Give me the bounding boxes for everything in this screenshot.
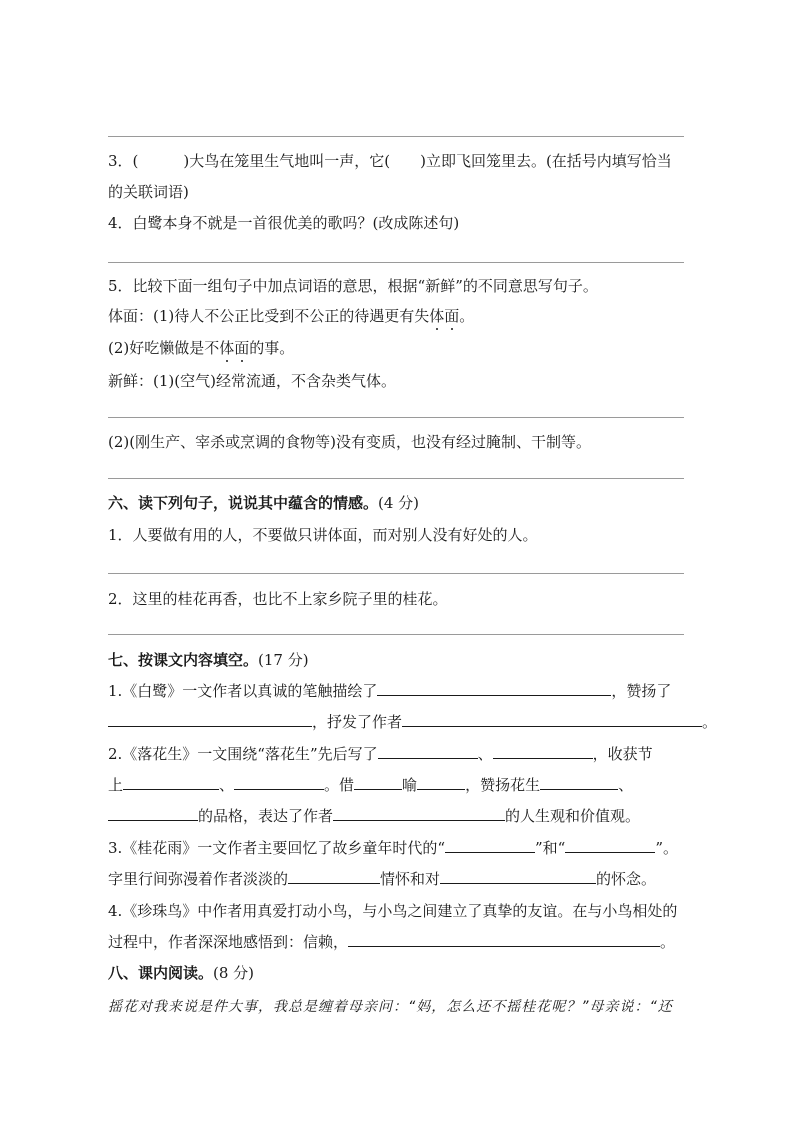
text: 情怀和对 — [380, 870, 441, 888]
text: 喻 — [402, 776, 418, 794]
text: ，收获节 — [592, 745, 653, 763]
fill-blank[interactable] — [108, 712, 312, 727]
section-6-q1: 1．人要做有用的人，不要做只讲体面，而对别人没有好处的人。 — [108, 526, 538, 544]
q5-text: 5．比较下面一组句子中加点词语的意思，根据“新鲜”的不同意思写句子。 — [108, 277, 598, 295]
text: 的怀念。 — [596, 870, 657, 888]
points: (4 分) — [378, 494, 420, 512]
points: (8 分) — [213, 964, 255, 982]
fill-blank[interactable] — [348, 932, 660, 947]
s7-line-7 — [108, 869, 656, 889]
section-7-heading — [108, 650, 309, 670]
text: ，抒发了作者 — [312, 713, 403, 731]
fill-blank[interactable] — [565, 838, 655, 853]
text: 。借 — [324, 776, 355, 794]
sentence-text: 体面：(1)待人不公正比受到不公正的待遇更有失 — [108, 307, 430, 325]
answer-line — [108, 478, 684, 479]
fill-blank[interactable] — [440, 869, 596, 884]
q3-text: 3．( )大鸟在笼里生气地叫一声，它( )立即飞回笼里去。(在括号内填写恰当 — [108, 152, 672, 170]
s7-line-4 — [108, 775, 633, 795]
dotted-char: 体 — [219, 339, 235, 357]
xinxian-sentence-2: (2)(刚生产、宰杀或烹调的食物等)没有变质，也没有经过腌制、干制等。 — [108, 433, 591, 451]
fill-blank[interactable] — [234, 775, 324, 790]
heading-text: 七、按课文内容填空。 — [108, 651, 259, 669]
fill-blank[interactable] — [354, 775, 402, 790]
answer-line — [108, 262, 684, 263]
dotted-char: 面 — [234, 339, 250, 357]
fill-blank[interactable] — [333, 806, 505, 821]
text: 上 — [108, 776, 124, 794]
heading-text: 八、课内阅读。 — [108, 964, 214, 982]
fill-blank[interactable] — [493, 744, 593, 759]
fill-blank[interactable] — [288, 869, 380, 884]
text: 的人生观和价值观。 — [505, 807, 641, 825]
fill-blank[interactable] — [108, 806, 198, 821]
heading-text: 六、读下列句子，说说其中蕴含的情感。 — [108, 494, 379, 512]
s7-line-9 — [108, 932, 675, 952]
q4-text: 4．白鹭本身不就是一首很优美的歌吗？(改成陈述句) — [108, 214, 460, 232]
text: 、 — [618, 776, 634, 794]
section-8-heading — [108, 963, 254, 983]
text: 。 — [660, 933, 676, 951]
sentence-text: (2)好吃懒做是不 — [108, 339, 220, 357]
text: 、 — [477, 745, 493, 763]
answer-line — [108, 634, 684, 635]
s7-line-8: 4.《珍珠鸟》中作者用真爱打动小鸟，与小鸟之间建立了真挚的友谊。在与小鸟相处的 — [108, 902, 678, 920]
s7-line-1 — [108, 681, 671, 701]
text: 过程中，作者深深地感悟到：信赖， — [108, 933, 349, 951]
answer-line — [108, 417, 684, 418]
dotted-char: 面 — [444, 307, 460, 325]
sentence-text: 的事。 — [249, 339, 295, 357]
text: 3.《桂花雨》一文作者主要回忆了故乡童年时代的“ — [108, 839, 445, 857]
fill-blank[interactable] — [417, 775, 465, 790]
text: 2.《落花生》一文围绕“落花生”先后写了 — [108, 745, 378, 763]
reading-passage: 摇花对我来说是件大事，我总是缠着母亲问：“妈，怎么还不摇桂花呢？”母亲说：“还 — [108, 999, 673, 1015]
timian-sentence-1 — [108, 306, 474, 326]
fill-blank[interactable] — [377, 681, 611, 696]
section-6-heading — [108, 493, 419, 513]
s7-line-3 — [108, 744, 653, 764]
timian-sentence-2 — [108, 338, 294, 358]
text: ，赞扬了 — [611, 682, 672, 700]
text: ”。 — [655, 839, 678, 857]
fill-blank[interactable] — [378, 744, 478, 759]
answer-line — [108, 136, 684, 137]
sentence-text: 。 — [459, 307, 475, 325]
text: 1.《白鹭》一文作者以真诚的笔触描绘了 — [108, 682, 378, 700]
text: 的品格，表达了作者 — [198, 807, 334, 825]
text: ，赞扬花生 — [465, 776, 541, 794]
text: 字里行间弥漫着作者淡淡的 — [108, 870, 289, 888]
text: 。 — [702, 713, 718, 731]
section-6-q2: 2．这里的桂花再香，也比不上家乡院子里的桂花。 — [108, 590, 448, 608]
fill-blank[interactable] — [540, 775, 618, 790]
text: ”和“ — [534, 839, 566, 857]
answer-line — [108, 573, 684, 574]
fill-blank[interactable] — [445, 838, 535, 853]
s7-line-5 — [108, 806, 640, 826]
fill-blank[interactable] — [123, 775, 219, 790]
xinxian-sentence-1: 新鲜：(1)(空气)经常流通，不含杂类气体。 — [108, 372, 396, 390]
s7-line-6 — [108, 838, 678, 858]
text: 、 — [219, 776, 235, 794]
fill-blank[interactable] — [402, 712, 702, 727]
q3-text-cont: 的关联词语) — [108, 183, 189, 201]
dotted-char: 体 — [429, 307, 445, 325]
s7-line-2 — [108, 712, 717, 732]
points: (17 分) — [258, 651, 309, 669]
